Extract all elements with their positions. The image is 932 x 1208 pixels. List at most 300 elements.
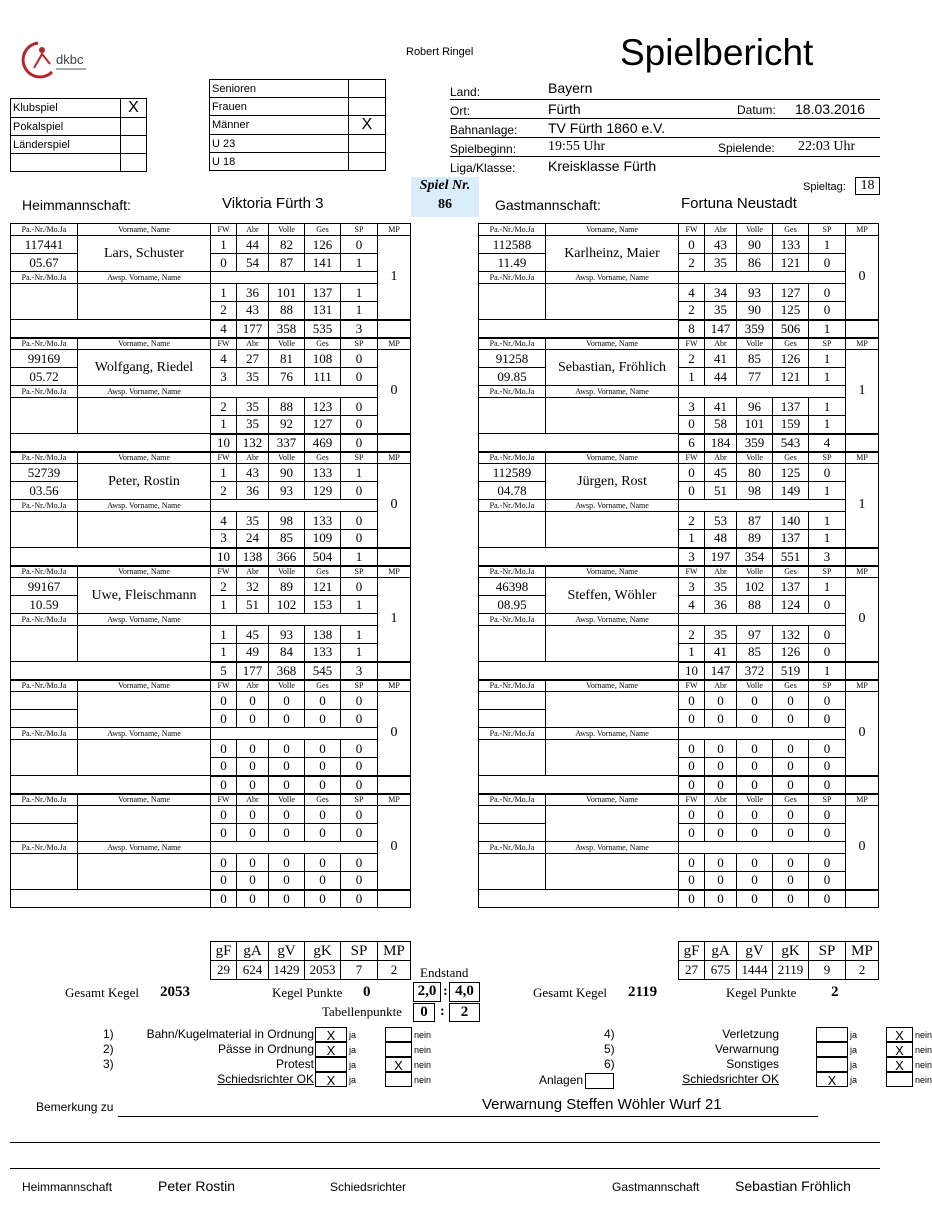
lane-abr[interactable]: 44 <box>237 236 269 254</box>
lane-abr[interactable]: 24 <box>237 530 269 548</box>
lane-ges[interactable]: 0 <box>305 692 341 710</box>
game-type-checkbox[interactable]: X <box>121 99 147 118</box>
lane-volle[interactable]: 0 <box>737 824 773 842</box>
lane-volle[interactable]: 82 <box>269 236 305 254</box>
lane-volle[interactable]: 0 <box>269 854 305 872</box>
awsp-name[interactable] <box>78 512 211 548</box>
lane-volle[interactable]: 97 <box>737 626 773 644</box>
ja-box[interactable] <box>315 1057 347 1072</box>
player-birth-date[interactable] <box>11 824 78 842</box>
lane-ges[interactable]: 0 <box>773 740 809 758</box>
lane-fw[interactable]: 0 <box>211 254 237 272</box>
lane-volle[interactable]: 76 <box>269 368 305 386</box>
lane-sp[interactable]: 0 <box>341 854 378 872</box>
lane-abr[interactable]: 0 <box>705 758 737 776</box>
lane-fw[interactable]: 4 <box>211 512 237 530</box>
lane-fw[interactable]: 0 <box>679 482 705 500</box>
nein-box[interactable] <box>385 1072 412 1087</box>
game-type-checkbox[interactable] <box>121 136 147 154</box>
lane-abr[interactable]: 35 <box>705 254 737 272</box>
lane-volle[interactable]: 0 <box>737 710 773 728</box>
lane-abr[interactable]: 0 <box>705 740 737 758</box>
lane-sp[interactable]: 0 <box>809 644 846 662</box>
lane-abr[interactable]: 0 <box>705 806 737 824</box>
nein-box[interactable]: X <box>385 1057 412 1072</box>
lane-volle[interactable]: 101 <box>737 416 773 434</box>
lane-ges[interactable]: 111 <box>305 368 341 386</box>
lane-abr[interactable]: 0 <box>237 710 269 728</box>
lane-sp[interactable]: 0 <box>341 758 378 776</box>
lane-volle[interactable]: 85 <box>737 644 773 662</box>
lane-abr[interactable]: 35 <box>237 398 269 416</box>
lane-ges[interactable]: 126 <box>773 644 809 662</box>
lane-fw[interactable]: 1 <box>679 644 705 662</box>
lane-ges[interactable]: 137 <box>773 398 809 416</box>
lane-abr[interactable]: 49 <box>237 644 269 662</box>
lane-sp[interactable]: 0 <box>341 692 378 710</box>
ja-box[interactable]: X <box>315 1027 347 1042</box>
lane-ges[interactable]: 0 <box>773 854 809 872</box>
lane-abr[interactable]: 35 <box>237 416 269 434</box>
lane-abr[interactable]: 34 <box>705 284 737 302</box>
lane-sp[interactable]: 0 <box>809 806 846 824</box>
lane-volle[interactable]: 102 <box>737 578 773 596</box>
lane-abr[interactable]: 0 <box>705 692 737 710</box>
lane-abr[interactable]: 0 <box>237 740 269 758</box>
lane-sp[interactable]: 0 <box>341 482 378 500</box>
lane-volle[interactable]: 96 <box>737 398 773 416</box>
lane-sp[interactable]: 1 <box>809 578 846 596</box>
lane-abr[interactable]: 41 <box>705 398 737 416</box>
remarks-text[interactable]: Verwarnung Steffen Wöhler Wurf 21 <box>482 1096 722 1113</box>
lane-abr[interactable]: 0 <box>237 692 269 710</box>
lane-sp[interactable]: 1 <box>809 512 846 530</box>
lane-volle[interactable]: 98 <box>269 512 305 530</box>
lane-sp[interactable]: 1 <box>809 236 846 254</box>
lane-volle[interactable]: 0 <box>737 758 773 776</box>
lane-sp[interactable]: 0 <box>809 692 846 710</box>
player-birth-date[interactable] <box>479 710 546 728</box>
lane-sp[interactable]: 0 <box>341 740 378 758</box>
player-birth-date[interactable] <box>479 824 546 842</box>
lane-ges[interactable]: 0 <box>305 854 341 872</box>
lane-fw[interactable]: 0 <box>211 710 237 728</box>
player-name[interactable]: Sebastian, Fröhlich <box>546 350 679 386</box>
player-id[interactable]: 52739 <box>11 464 78 482</box>
lane-fw[interactable]: 3 <box>679 578 705 596</box>
lane-sp[interactable]: 0 <box>809 302 846 320</box>
awsp-id[interactable] <box>11 398 78 434</box>
player-name[interactable]: Wolfgang, Riedel <box>78 350 211 386</box>
lane-sp[interactable]: 0 <box>809 464 846 482</box>
lane-ges[interactable]: 0 <box>773 806 809 824</box>
lane-sp[interactable]: 0 <box>809 824 846 842</box>
awsp-id[interactable] <box>479 626 546 662</box>
awsp-name[interactable] <box>78 398 211 434</box>
lane-abr[interactable]: 35 <box>705 302 737 320</box>
lane-volle[interactable]: 93 <box>269 626 305 644</box>
lane-sp[interactable]: 0 <box>809 284 846 302</box>
lane-abr[interactable]: 48 <box>705 530 737 548</box>
lane-fw[interactable]: 2 <box>211 482 237 500</box>
lane-volle[interactable]: 0 <box>269 872 305 890</box>
nein-box[interactable]: X <box>886 1027 913 1042</box>
lane-fw[interactable]: 2 <box>211 578 237 596</box>
lane-abr[interactable]: 0 <box>237 872 269 890</box>
lane-sp[interactable]: 0 <box>341 236 378 254</box>
lane-abr[interactable]: 51 <box>705 482 737 500</box>
awsp-name[interactable] <box>78 854 211 890</box>
ja-box[interactable] <box>816 1042 848 1057</box>
lane-sp[interactable]: 1 <box>809 368 846 386</box>
awsp-id[interactable] <box>479 398 546 434</box>
player-name[interactable] <box>546 692 679 728</box>
lane-sp[interactable]: 1 <box>341 254 378 272</box>
lane-fw[interactable]: 0 <box>679 806 705 824</box>
lane-sp[interactable]: 1 <box>809 350 846 368</box>
lane-fw[interactable]: 1 <box>211 644 237 662</box>
lane-abr[interactable]: 36 <box>705 596 737 614</box>
lane-fw[interactable]: 4 <box>679 284 705 302</box>
player-birth-date[interactable]: 05.67 <box>11 254 78 272</box>
lane-fw[interactable]: 3 <box>211 368 237 386</box>
lane-ges[interactable]: 0 <box>773 758 809 776</box>
lane-sp[interactable]: 1 <box>341 644 378 662</box>
lane-volle[interactable]: 0 <box>737 740 773 758</box>
awsp-name[interactable] <box>546 626 679 662</box>
lane-fw[interactable]: 1 <box>211 464 237 482</box>
lane-ges[interactable]: 121 <box>773 254 809 272</box>
player-birth-date[interactable]: 03.56 <box>11 482 78 500</box>
lane-ges[interactable]: 133 <box>773 236 809 254</box>
player-name[interactable] <box>546 806 679 842</box>
player-birth-date[interactable]: 04.78 <box>479 482 546 500</box>
lane-sp[interactable]: 0 <box>341 368 378 386</box>
lane-ges[interactable]: 129 <box>305 482 341 500</box>
lane-volle[interactable]: 102 <box>269 596 305 614</box>
lane-fw[interactable]: 2 <box>679 302 705 320</box>
lane-ges[interactable]: 126 <box>773 350 809 368</box>
lane-sp[interactable]: 0 <box>809 596 846 614</box>
lane-ges[interactable]: 132 <box>773 626 809 644</box>
anlagen-box[interactable] <box>585 1073 614 1089</box>
lane-abr[interactable]: 41 <box>705 644 737 662</box>
lane-sp[interactable]: 0 <box>341 578 378 596</box>
nein-box[interactable]: X <box>886 1042 913 1057</box>
lane-fw[interactable]: 0 <box>679 236 705 254</box>
lane-abr[interactable]: 35 <box>237 368 269 386</box>
lane-abr[interactable]: 0 <box>237 758 269 776</box>
lane-volle[interactable]: 80 <box>737 464 773 482</box>
lane-abr[interactable]: 35 <box>705 578 737 596</box>
lane-abr[interactable]: 0 <box>705 872 737 890</box>
lane-sp[interactable]: 0 <box>341 872 378 890</box>
lane-ges[interactable]: 126 <box>305 236 341 254</box>
lane-sp[interactable]: 0 <box>341 512 378 530</box>
lane-abr[interactable]: 44 <box>705 368 737 386</box>
lane-ges[interactable]: 127 <box>773 284 809 302</box>
lane-abr[interactable]: 51 <box>237 596 269 614</box>
lane-fw[interactable]: 2 <box>211 398 237 416</box>
lane-abr[interactable]: 0 <box>705 710 737 728</box>
lane-abr[interactable]: 0 <box>237 806 269 824</box>
lane-fw[interactable]: 3 <box>679 398 705 416</box>
lane-fw[interactable]: 2 <box>211 302 237 320</box>
lane-abr[interactable]: 53 <box>705 512 737 530</box>
lane-fw[interactable]: 2 <box>679 254 705 272</box>
lane-ges[interactable]: 141 <box>305 254 341 272</box>
lane-ges[interactable]: 121 <box>773 368 809 386</box>
player-id[interactable]: 117441 <box>11 236 78 254</box>
player-id[interactable]: 99169 <box>11 350 78 368</box>
lane-sp[interactable]: 0 <box>809 872 846 890</box>
lane-ges[interactable]: 153 <box>305 596 341 614</box>
lane-volle[interactable]: 0 <box>269 806 305 824</box>
lane-fw[interactable]: 2 <box>679 626 705 644</box>
lane-ges[interactable]: 125 <box>773 464 809 482</box>
lane-sp[interactable]: 0 <box>341 416 378 434</box>
lane-sp[interactable]: 1 <box>809 530 846 548</box>
lane-sp[interactable]: 0 <box>341 530 378 548</box>
lane-volle[interactable]: 84 <box>269 644 305 662</box>
lane-volle[interactable]: 88 <box>269 302 305 320</box>
lane-abr[interactable]: 0 <box>237 824 269 842</box>
player-name[interactable]: Steffen, Wöhler <box>546 578 679 614</box>
category-checkbox[interactable]: X <box>349 116 386 135</box>
lane-sp[interactable]: 0 <box>341 710 378 728</box>
awsp-id[interactable] <box>11 626 78 662</box>
awsp-name[interactable] <box>546 512 679 548</box>
lane-ges[interactable]: 137 <box>773 578 809 596</box>
lane-sp[interactable]: 1 <box>809 398 846 416</box>
lane-abr[interactable]: 35 <box>705 626 737 644</box>
lane-volle[interactable]: 87 <box>269 254 305 272</box>
lane-volle[interactable]: 88 <box>269 398 305 416</box>
lane-abr[interactable]: 27 <box>237 350 269 368</box>
lane-ges[interactable]: 140 <box>773 512 809 530</box>
lane-sp[interactable]: 0 <box>341 398 378 416</box>
lane-fw[interactable]: 0 <box>679 872 705 890</box>
lane-sp[interactable]: 0 <box>809 740 846 758</box>
lane-fw[interactable]: 0 <box>211 824 237 842</box>
player-id[interactable] <box>11 806 78 824</box>
lane-fw[interactable]: 1 <box>211 416 237 434</box>
awsp-name[interactable] <box>546 854 679 890</box>
awsp-name[interactable] <box>78 626 211 662</box>
lane-sp[interactable]: 1 <box>341 596 378 614</box>
awsp-name[interactable] <box>78 284 211 320</box>
lane-ges[interactable]: 0 <box>773 710 809 728</box>
category-checkbox[interactable] <box>349 135 386 153</box>
lane-sp[interactable]: 0 <box>341 350 378 368</box>
nein-box[interactable] <box>385 1027 412 1042</box>
lane-volle[interactable]: 0 <box>269 824 305 842</box>
lane-fw[interactable]: 1 <box>679 530 705 548</box>
player-id[interactable]: 46398 <box>479 578 546 596</box>
lane-fw[interactable]: 0 <box>679 740 705 758</box>
lane-sp[interactable]: 0 <box>809 710 846 728</box>
lane-sp[interactable]: 0 <box>809 254 846 272</box>
player-name[interactable]: Jürgen, Rost <box>546 464 679 500</box>
lane-sp[interactable]: 0 <box>341 824 378 842</box>
player-birth-date[interactable]: 09.85 <box>479 368 546 386</box>
lane-ges[interactable]: 0 <box>305 824 341 842</box>
lane-ges[interactable]: 0 <box>773 824 809 842</box>
lane-ges[interactable]: 0 <box>305 740 341 758</box>
lane-abr[interactable]: 0 <box>705 854 737 872</box>
lane-volle[interactable]: 0 <box>737 692 773 710</box>
lane-sp[interactable]: 0 <box>809 854 846 872</box>
lane-abr[interactable]: 58 <box>705 416 737 434</box>
category-checkbox[interactable] <box>349 153 386 171</box>
player-id[interactable]: 91258 <box>479 350 546 368</box>
player-name[interactable]: Peter, Rostin <box>78 464 211 500</box>
nein-box[interactable]: X <box>886 1057 913 1072</box>
lane-fw[interactable]: 4 <box>211 350 237 368</box>
player-id[interactable]: 112589 <box>479 464 546 482</box>
lane-fw[interactable]: 1 <box>211 596 237 614</box>
player-birth-date[interactable]: 10.59 <box>11 596 78 614</box>
lane-volle[interactable]: 0 <box>737 806 773 824</box>
lane-sp[interactable]: 1 <box>341 302 378 320</box>
lane-abr[interactable]: 45 <box>705 464 737 482</box>
lane-fw[interactable]: 1 <box>211 284 237 302</box>
lane-fw[interactable]: 1 <box>211 626 237 644</box>
lane-fw[interactable]: 0 <box>679 824 705 842</box>
lane-ges[interactable]: 127 <box>305 416 341 434</box>
lane-ges[interactable]: 149 <box>773 482 809 500</box>
lane-volle[interactable]: 93 <box>737 284 773 302</box>
awsp-id[interactable] <box>11 284 78 320</box>
lane-fw[interactable]: 2 <box>679 512 705 530</box>
lane-abr[interactable]: 43 <box>237 302 269 320</box>
lane-volle[interactable]: 0 <box>269 740 305 758</box>
lane-fw[interactable]: 1 <box>211 236 237 254</box>
lane-volle[interactable]: 90 <box>737 236 773 254</box>
lane-fw[interactable]: 0 <box>211 872 237 890</box>
lane-sp[interactable]: 1 <box>341 626 378 644</box>
player-id[interactable] <box>479 692 546 710</box>
lane-ges[interactable]: 123 <box>305 398 341 416</box>
lane-fw[interactable]: 0 <box>679 710 705 728</box>
lane-volle[interactable]: 85 <box>269 530 305 548</box>
awsp-id[interactable] <box>479 512 546 548</box>
lane-sp[interactable]: 0 <box>341 806 378 824</box>
lane-fw[interactable]: 0 <box>211 692 237 710</box>
lane-ges[interactable]: 0 <box>773 872 809 890</box>
awsp-id[interactable] <box>479 854 546 890</box>
lane-sp[interactable]: 0 <box>809 758 846 776</box>
lane-volle[interactable]: 92 <box>269 416 305 434</box>
ja-box[interactable] <box>816 1057 848 1072</box>
lane-abr[interactable]: 36 <box>237 284 269 302</box>
lane-volle[interactable]: 0 <box>269 710 305 728</box>
ja-box[interactable]: X <box>816 1072 848 1087</box>
category-checkbox[interactable] <box>349 98 386 116</box>
lane-volle[interactable]: 89 <box>269 578 305 596</box>
lane-volle[interactable]: 0 <box>269 692 305 710</box>
lane-fw[interactable]: 4 <box>679 596 705 614</box>
ja-box[interactable]: X <box>315 1072 347 1087</box>
lane-ges[interactable]: 0 <box>305 806 341 824</box>
lane-fw[interactable]: 1 <box>679 368 705 386</box>
lane-sp[interactable]: 1 <box>809 482 846 500</box>
lane-ges[interactable]: 108 <box>305 350 341 368</box>
lane-volle[interactable]: 101 <box>269 284 305 302</box>
awsp-id[interactable] <box>11 740 78 776</box>
game-type-checkbox[interactable] <box>121 154 147 172</box>
lane-abr[interactable]: 43 <box>705 236 737 254</box>
lane-volle[interactable]: 88 <box>737 596 773 614</box>
player-id[interactable]: 99167 <box>11 578 78 596</box>
player-name[interactable] <box>78 692 211 728</box>
player-name[interactable]: Lars, Schuster <box>78 236 211 272</box>
lane-volle[interactable]: 81 <box>269 350 305 368</box>
awsp-id[interactable] <box>11 854 78 890</box>
lane-volle[interactable]: 89 <box>737 530 773 548</box>
lane-ges[interactable]: 0 <box>305 710 341 728</box>
lane-fw[interactable]: 0 <box>211 806 237 824</box>
lane-volle[interactable]: 85 <box>737 350 773 368</box>
player-birth-date[interactable]: 11.49 <box>479 254 546 272</box>
lane-fw[interactable]: 0 <box>679 758 705 776</box>
player-birth-date[interactable]: 05.72 <box>11 368 78 386</box>
lane-volle[interactable]: 0 <box>737 854 773 872</box>
lane-volle[interactable]: 77 <box>737 368 773 386</box>
category-checkbox[interactable] <box>349 80 386 98</box>
lane-abr[interactable]: 45 <box>237 626 269 644</box>
player-id[interactable] <box>479 806 546 824</box>
player-birth-date[interactable]: 08.95 <box>479 596 546 614</box>
lane-sp[interactable]: 1 <box>809 416 846 434</box>
awsp-name[interactable] <box>78 740 211 776</box>
nein-box[interactable] <box>385 1042 412 1057</box>
lane-volle[interactable]: 98 <box>737 482 773 500</box>
game-type-checkbox[interactable] <box>121 118 147 136</box>
lane-abr[interactable]: 54 <box>237 254 269 272</box>
lane-ges[interactable]: 137 <box>773 530 809 548</box>
awsp-id[interactable] <box>479 284 546 320</box>
lane-fw[interactable]: 0 <box>679 464 705 482</box>
lane-ges[interactable]: 0 <box>773 692 809 710</box>
lane-abr[interactable]: 43 <box>237 464 269 482</box>
lane-fw[interactable]: 0 <box>211 758 237 776</box>
lane-volle[interactable]: 90 <box>269 464 305 482</box>
lane-abr[interactable]: 32 <box>237 578 269 596</box>
lane-ges[interactable]: 121 <box>305 578 341 596</box>
lane-ges[interactable]: 133 <box>305 644 341 662</box>
lane-volle[interactable]: 90 <box>737 302 773 320</box>
lane-ges[interactable]: 159 <box>773 416 809 434</box>
lane-ges[interactable]: 125 <box>773 302 809 320</box>
nein-box[interactable] <box>886 1072 913 1087</box>
lane-ges[interactable]: 138 <box>305 626 341 644</box>
awsp-name[interactable] <box>546 284 679 320</box>
lane-abr[interactable]: 0 <box>237 854 269 872</box>
lane-volle[interactable]: 87 <box>737 512 773 530</box>
awsp-name[interactable] <box>546 398 679 434</box>
player-id[interactable]: 112588 <box>479 236 546 254</box>
lane-ges[interactable]: 0 <box>305 758 341 776</box>
awsp-name[interactable] <box>546 740 679 776</box>
lane-abr[interactable]: 41 <box>705 350 737 368</box>
lane-abr[interactable]: 36 <box>237 482 269 500</box>
lane-fw[interactable]: 0 <box>211 854 237 872</box>
lane-ges[interactable]: 0 <box>305 872 341 890</box>
lane-fw[interactable]: 0 <box>679 854 705 872</box>
lane-fw[interactable]: 0 <box>211 740 237 758</box>
lane-fw[interactable]: 0 <box>679 416 705 434</box>
